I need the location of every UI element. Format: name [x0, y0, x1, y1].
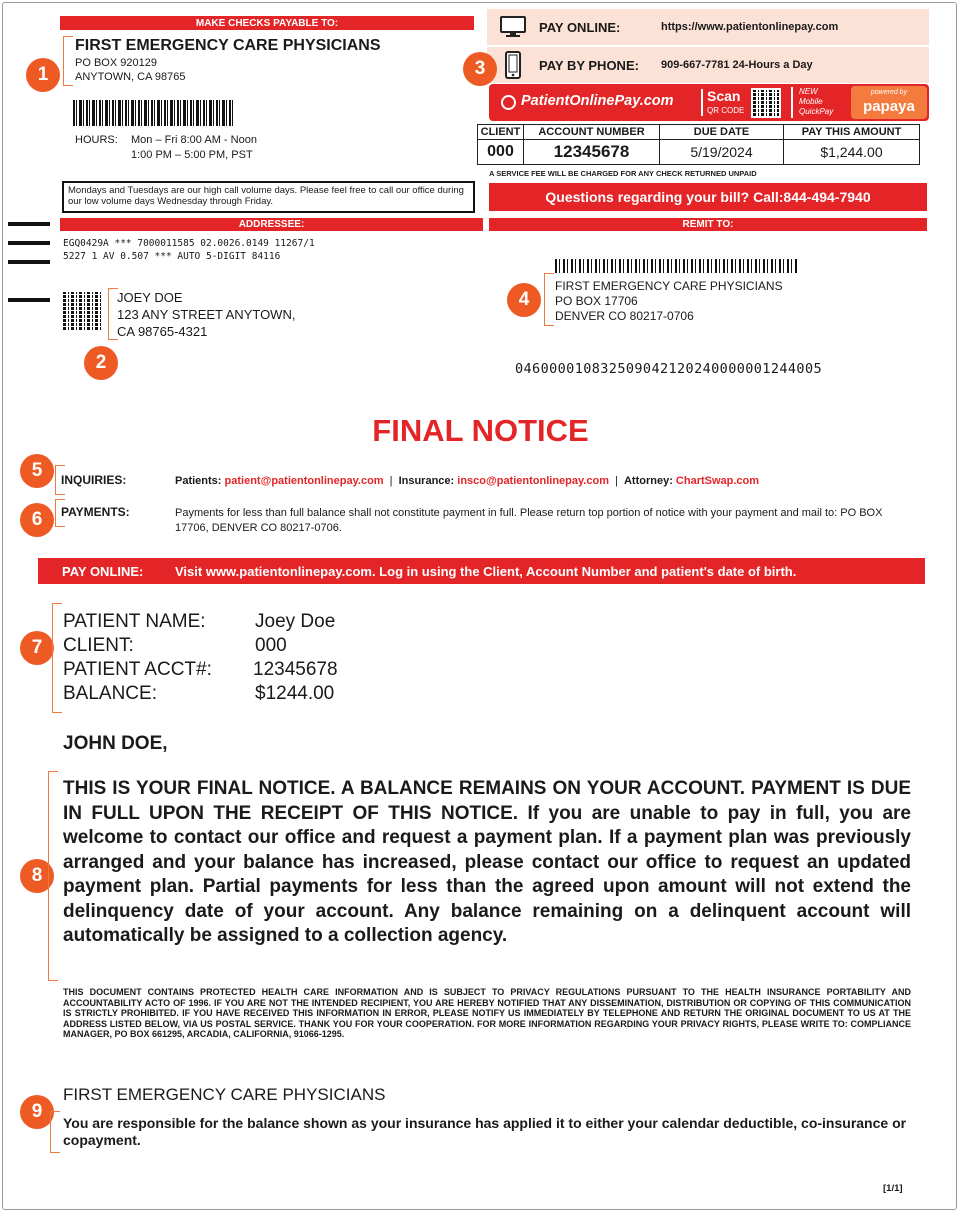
mail-code-line-2: 5227 1 AV 0.507 *** AUTO 5-DIGIT 84116 — [63, 251, 281, 262]
brand-name: PatientOnlinePay.com — [521, 93, 674, 109]
addressee-2d-barcode — [63, 292, 101, 330]
salutation: JOHN DOE, — [63, 733, 168, 754]
due-date-value: 5/19/2024 — [660, 140, 784, 165]
fold-mark — [8, 241, 50, 245]
patient-info-block: PATIENT NAME: Joey Doe CLIENT: 000 PATIENT ACCT#: 12345678 BALANCE: $1244.00 — [63, 611, 338, 704]
questions-bar[interactable]: Questions regarding your bill? Call:844-494-7940 — [489, 183, 927, 211]
fold-mark — [8, 298, 50, 302]
checks-payable-bar: MAKE CHECKS PAYABLE TO: — [60, 16, 474, 30]
pay-phone-row — [487, 47, 929, 83]
qr-code-icon[interactable] — [751, 88, 781, 118]
privacy-notice: THIS DOCUMENT CONTAINS PROTECTED HEALTH CARE INFORMATION AND IS SUBJECT TO PRIVACY REGULATIONS PURSUANT TO THE HEALTH INSURANCE PORTABILITY AND ACCOUNTABILITY ACTO OF 1996. IF YOU ARE NOT THE INTENDED RECIPIENT, YOU ARE HEREBY NOTIFIED THAT ANY DISSEMINATION, DISTRIBUTION OR COPYING OF THIS COMMUNICATION IS STRICTLY PROHIBITED. IF YOU HAVE RECEIVED THIS INFORMATION IN ERROR, PLEASE NOTIFY US IMMEDIATELY BY TELEPHONE AND RETURN THE ORIGINAL DOCUMENT TO US AT THE ADDRESS LISTED BELOW, VIA US POSTAL SERVICE. THANK YOU FOR YOUR COOPERATION. FOR MORE INFORMATION REGARDING YOUR PRIVACY RIGHTS, PLEASE WRITE TO: COMPLIANCE MANAGER, PO BOX 661295, ARCADIA, CALIFORNIA, 91066-1295. — [63, 987, 911, 1040]
qr-code-label: QR CODE — [707, 106, 745, 115]
pay-phone-value[interactable]: 909-667-7781 24-Hours a Day — [661, 59, 813, 71]
marker-badge-4: 4 — [507, 283, 541, 317]
col-pay-amount: PAY THIS AMOUNT — [784, 125, 920, 140]
inquiries-contacts: Patients: patient@patientonlinepay.com | Insurance: insco@patientonlinepay.com | Attorney: ChartSwap.com — [175, 475, 760, 487]
pay-amount-value: $1,244.00 — [784, 140, 920, 165]
notice-body: THIS IS YOUR FINAL NOTICE. A BALANCE REMAINS ON YOUR ACCOUNT. PAYMENT IS DUE IN FULL UPON THE RECEIPT OF THIS NOTICE. If you are unable to pay in full, you are welcome to contact our office and request a payment plan. If a payment plan was previously arranged and your balance has increased, please contact our office to request an updated payment plan. Partial payments for less than the agreed upon amount will not extend the delinquency date of your account. Any balance remaining on a delinquent account will automatically be assigned to a collection agency. — [63, 778, 911, 946]
patients-email-link[interactable]: patient@patientonlinepay.com — [224, 475, 384, 487]
patient-client-value: 000 — [255, 635, 287, 656]
payee-po-box: PO BOX 920129 — [75, 57, 157, 69]
payee-barcode — [73, 100, 233, 126]
addressee-bar: ADDRESSEE: — [60, 218, 483, 231]
notice-body-emphasis: THIS IS YOUR FINAL NOTICE. A BALANCE REMAINS ON YOUR ACCOUNT. PAYMENT IS DUE IN FULL UPON THE RECEIPT OF THIS NOTICE. — [63, 778, 911, 824]
scan-label: Scan — [707, 88, 741, 104]
pay-online-url[interactable]: https://www.patientonlinepay.com — [661, 21, 839, 33]
pay-online-label: PAY ONLINE: — [539, 19, 621, 35]
hours-line-2: 1:00 PM – 5:00 PM, PST — [131, 149, 253, 161]
marker-badge-5: 5 — [20, 454, 54, 488]
page-indicator: [1/1] — [883, 1183, 903, 1194]
remit-city: DENVER CO 80217-0706 — [555, 309, 694, 323]
patientonlinepay-band[interactable] — [489, 84, 929, 121]
addressee-city: CA 98765-4321 — [117, 324, 208, 339]
payee-name: FIRST EMERGENCY CARE PHYSICIANS — [75, 37, 381, 54]
remit-to-bar: REMIT TO: — [489, 218, 927, 231]
pay-phone-label: PAY BY PHONE: — [539, 57, 639, 73]
billing-statement — [2, 2, 957, 1210]
papaya-logo: powered by papaya — [851, 86, 927, 119]
postal-barcode — [555, 259, 799, 273]
pay-online-row — [487, 9, 929, 45]
marker-badge-6: 6 — [20, 503, 54, 537]
monitor-icon — [487, 9, 539, 45]
col-client: CLIENT — [478, 125, 524, 140]
brand-logo-icon — [501, 95, 516, 110]
hours-line-1: Mon – Fri 8:00 AM - Noon — [131, 134, 257, 146]
payments-label: PAYMENTS: — [61, 505, 130, 519]
inquiries-label: INQUIRIES: — [61, 473, 127, 487]
patient-acct-value: 12345678 — [253, 659, 338, 680]
addressee-street: 123 ANY STREET ANYTOWN, — [117, 307, 296, 322]
marker-badge-9: 9 — [20, 1095, 54, 1129]
service-fee-note: A SERVICE FEE WILL BE CHARGED FOR ANY CHECK RETURNED UNPAID — [489, 169, 757, 178]
marker-badge-3: 3 — [463, 52, 497, 86]
fold-mark — [8, 260, 50, 264]
table-row — [478, 140, 920, 165]
remit-name: FIRST EMERGENCY CARE PHYSICIANS — [555, 279, 783, 293]
table-header-row — [478, 125, 920, 140]
marker-badge-8: 8 — [20, 859, 54, 893]
mobile-quickpay: NEW Mobile QuickPay — [799, 87, 834, 116]
marker-badge-1: 1 — [26, 58, 60, 92]
col-due-date: DUE DATE — [660, 125, 784, 140]
footer-responsibility: You are responsible for the balance shown as your insurance has applied it to either your calendar deductible, co-insurance or copayment. — [63, 1115, 907, 1148]
patient-balance-value: $1244.00 — [255, 683, 335, 704]
addressee-name: JOEY DOE — [117, 290, 183, 305]
ocr-scan-line: 046000010832509042120240000001244005 — [515, 361, 822, 377]
remit-po-box: PO BOX 17706 — [555, 294, 638, 308]
payments-text: Payments for less than full balance shall not constitute payment in full. Please return top portion of notice with your payment and mail to: PO BOX 17706, DENVER CO 80217-0706. — [175, 507, 883, 534]
notice-title: FINAL NOTICE — [372, 413, 589, 448]
account-number-value: 12345678 — [524, 140, 660, 165]
attorney-link[interactable]: ChartSwap.com — [675, 475, 760, 487]
hours-label: HOURS: — [75, 134, 118, 146]
fold-mark — [8, 222, 50, 226]
marker-badge-7: 7 — [20, 631, 54, 665]
account-summary-table — [477, 124, 920, 165]
call-volume-note: Mondays and Tuesdays are our high call volume days. Please feel free to call our office during our low volume days Wednesday through Friday. — [62, 181, 475, 213]
client-value: 000 — [478, 140, 524, 165]
pay-online-bar[interactable]: PAY ONLINE: Visit www.patientonlinepay.com. Log in using the Client, Account Number and patient's date of birth. — [38, 558, 925, 584]
col-account-number: ACCOUNT NUMBER — [524, 125, 660, 140]
footer-org-name: FIRST EMERGENCY CARE PHYSICIANS — [63, 1085, 386, 1104]
marker-badge-2: 2 — [84, 346, 118, 380]
payee-city: ANYTOWN, CA 98765 — [75, 71, 186, 83]
patient-name-value: Joey Doe — [255, 611, 336, 632]
mail-code-line-1: EGQ0429A *** 7000011585 02.0026.0149 11267/1 — [63, 238, 315, 249]
insurance-email-link[interactable]: insco@patientonlinepay.com — [457, 475, 609, 487]
